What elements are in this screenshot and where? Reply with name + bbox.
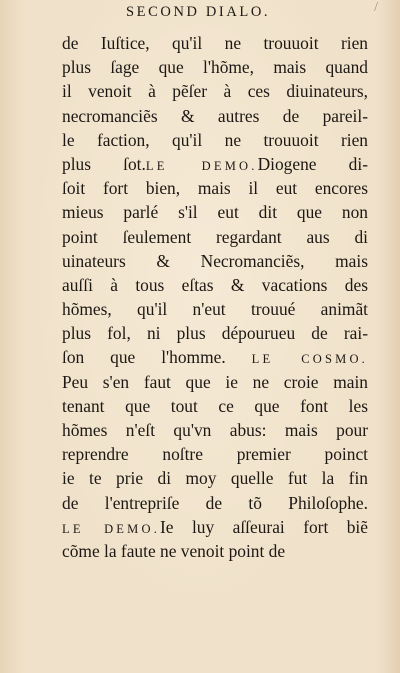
page-edge-mark: / xyxy=(374,0,378,15)
text-segment: hõmes, qu'il n'eut trouué animãt xyxy=(62,299,368,320)
text-segment: reprendre noſtre premier poinct xyxy=(62,444,368,465)
body-text xyxy=(62,31,368,563)
text-line xyxy=(62,55,368,79)
text-segment: hõmes n'eſt qu'vn abus: mais pour xyxy=(62,420,368,440)
text-segment: ſoit fort bien, mais il eut encores xyxy=(62,178,368,199)
text-line xyxy=(62,79,368,103)
text-line xyxy=(62,273,368,297)
text-segment: de Iuſtice, qu'il ne trouuoit rien xyxy=(62,33,368,53)
text-line xyxy=(62,200,368,224)
text-line xyxy=(62,370,368,394)
speaker-label: LE COSMO. xyxy=(251,352,368,367)
speaker-label: LE DEMO. xyxy=(62,521,161,536)
text-line xyxy=(62,31,368,55)
text-line xyxy=(62,515,368,539)
text-segment: auſſi à tous eſtas & vacations des xyxy=(62,274,368,295)
text-segment: Peu s'en faut que ie ne croie main xyxy=(62,371,368,392)
text-segment: cõme la faute ne venoit point de xyxy=(62,540,286,561)
text-segment: Ie luy aſſeurai fort biẽ xyxy=(160,516,368,537)
speaker-label: LE DEMO. xyxy=(145,158,258,173)
text-line xyxy=(62,152,368,176)
text-segment: il venoit à pẽſer à ces diuinateurs, xyxy=(62,81,368,102)
text-line xyxy=(62,225,368,249)
text-line xyxy=(62,176,368,200)
text-line xyxy=(62,394,368,418)
text-segment: le faction, qu'il ne trouuoit rien xyxy=(62,129,368,150)
text-segment: ie te prie di moy quelle fut la fin xyxy=(62,468,368,489)
text-segment: tenant que tout ce que font les xyxy=(62,395,368,416)
text-line xyxy=(62,491,368,515)
text-segment: plus ſot. xyxy=(62,153,146,174)
text-segment: plus fol, ni plus dépourueu de rai- xyxy=(62,323,368,344)
text-segment: uinateurs & Necromanciẽs, mais xyxy=(62,250,368,271)
text-segment: mieus parlé s'il eut dit que non xyxy=(62,202,368,223)
text-segment: ſon que l'homme. xyxy=(62,347,252,368)
text-segment: point ſeulement regardant aus di xyxy=(62,226,368,247)
text-line xyxy=(62,539,368,563)
text-line xyxy=(62,321,368,345)
text-segment: plus ſage que l'hõme, mais quand xyxy=(62,57,368,78)
text-segment: necromanciẽs & autres de pareil- xyxy=(62,105,368,126)
text-line xyxy=(62,418,368,442)
text-segment: de l'entrepriſe de tõ Philoſophe. xyxy=(62,492,368,513)
text-segment: Diogene di- xyxy=(257,153,368,174)
text-line xyxy=(62,128,368,152)
running-title: SECOND DIALO. xyxy=(126,4,271,20)
text-line xyxy=(62,249,368,273)
text-line xyxy=(62,104,368,128)
text-line xyxy=(62,442,368,466)
text-line xyxy=(62,466,368,490)
text-line xyxy=(62,297,368,321)
text-line xyxy=(62,345,368,369)
